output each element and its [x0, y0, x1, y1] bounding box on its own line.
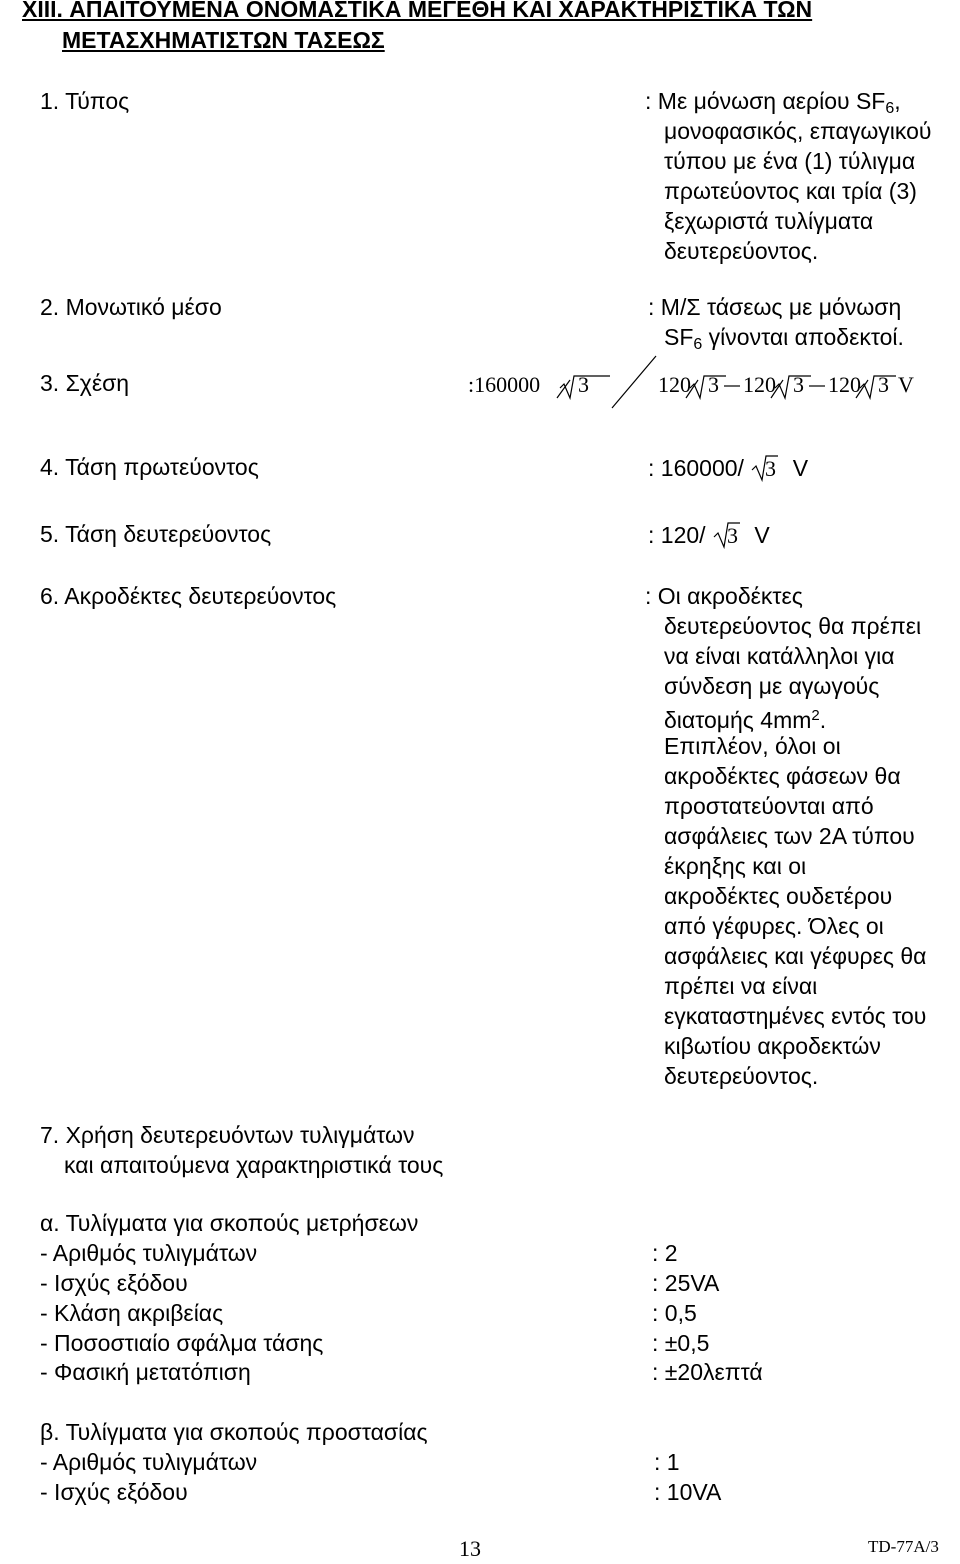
sqrt-symbol [750, 452, 778, 482]
page-number: 13 [459, 1536, 481, 1561]
spec-row-label: - Αριθμός τυλιγμάτων [40, 1449, 258, 1475]
item-insulation-label: 2. Μονωτικό μέσο [40, 294, 222, 320]
spec-row-label: - Ισχύς εξόδου [40, 1270, 188, 1296]
item-type-value: : Με μόνωση αερίου $SF_6$, [645, 88, 901, 117]
spec-row-value: : 0,5 [652, 1300, 697, 1326]
spec-row-value: : 2 [652, 1240, 678, 1266]
item-secondary-value: : 120/ 3 V [648, 519, 770, 550]
spec-row-label: - Φασική μετατόπιση [40, 1359, 251, 1385]
ratio-prefix: :160000 [468, 372, 541, 397]
svg-text:3: 3 [878, 372, 889, 397]
measurement-title: α. Τυλίγματα για σκοπούς μετρήσεων [40, 1210, 419, 1236]
protection-title: β. Τυλίγματα για σκοπούς προστασίας [40, 1419, 428, 1445]
item-terminals-value: : Οι ακροδέκτες [645, 583, 803, 609]
item-type-description: μονοφασικός, επαγωγικού τύπου με ένα (1) τύλιγμα πρωτεύοντος και τρία (3) ξεχωριστά τυλίγματα δευτερεύοντος. [664, 118, 932, 264]
item-primary-label: 4. Τάση πρωτεύοντος [40, 454, 259, 480]
fraction-slash [557, 380, 570, 398]
svg-text:3: 3 [793, 372, 804, 397]
svg-text:3: 3 [726, 523, 738, 548]
document-code: TD-77A/3 [868, 1537, 939, 1556]
fraction-slash [612, 356, 656, 408]
section-heading-line1: XIII. ΑΠΑΙΤΟΥΜΕΝΑ ΟΝΟΜΑΣΤΙΚΑ ΜΕΓΕΘΗ ΚΑΙ ΧΑΡΑΚΤΗΡΙΣΤΙΚΑ ΤΩΝ [22, 0, 813, 22]
spec-row-value: : ±20λεπτά [652, 1359, 763, 1385]
item-secondary-label: 5. Τάση δευτερεύοντος [40, 521, 272, 547]
spec-row-value: : 10VA [654, 1479, 722, 1505]
item-terminals-description: δευτερεύοντος θα πρέπει να είναι κατάλληλοι για σύνδεση με αγωγούς διατομής $4mm^2$. Επιπλέον, όλοι οι ακροδέκτες φάσεων θα προστατεύονται από ασφάλειες των 2A τύπου έκρηξης και οι ακροδέκτες ουδετέρου από γέφυρες. Όλες οι ασφάλειες και γέφυρες θα πρέπει να είναι εγκαταστημένες εντός του κιβωτίου ακροδεκτών δευτερεύοντος. [664, 613, 927, 1089]
item-ratio-label: 3. Σχέση [40, 370, 130, 396]
item-insulation-value-cont: $SF_6$ γίνονται αποδεκτοί. [664, 324, 904, 353]
spec-row-value: : 1 [654, 1449, 680, 1475]
spec-row-label: - Ισχύς εξόδου [40, 1479, 188, 1505]
spec-row-label: - Αριθμός τυλιγμάτων [40, 1240, 258, 1266]
item-type-label: 1. Τύπος [40, 88, 130, 114]
svg-text:V: V [898, 372, 914, 397]
spec-row-value: : ±0,5 [652, 1330, 710, 1356]
section-heading-line2: ΜΕΤΑΣΧΗΜΑΤΙΣΤΩΝ ΤΑΣΕΩΣ [62, 27, 385, 53]
item-terminals-label: 6. Ακροδέκτες δευτερεύοντος [40, 583, 337, 609]
spec-row-value: : 25VA [652, 1270, 720, 1296]
item-primary-value: : 160000/ 3 V [648, 452, 808, 483]
item-usage-line1: 7. Χρήση δευτερευόντων τυλιγμάτων [40, 1122, 415, 1148]
svg-text:120: 120 [743, 372, 776, 397]
item-insulation-value: : Μ/Σ τάσεως με μόνωση [648, 294, 902, 320]
item-usage-line2: και απαιτούμενα χαρακτηριστικά τους [64, 1152, 444, 1178]
svg-text:3: 3 [765, 456, 777, 481]
ratio-formula [460, 350, 930, 410]
svg-text:3: 3 [708, 372, 719, 397]
sqrt-symbol [712, 519, 740, 549]
svg-text:120: 120 [658, 372, 691, 397]
svg-text:120: 120 [828, 372, 861, 397]
svg-text:3: 3 [578, 372, 589, 397]
spec-row-label: - Κλάση ακριβείας [40, 1300, 224, 1326]
spec-row-label: - Ποσοστιαίο σφάλμα τάσης [40, 1330, 324, 1356]
